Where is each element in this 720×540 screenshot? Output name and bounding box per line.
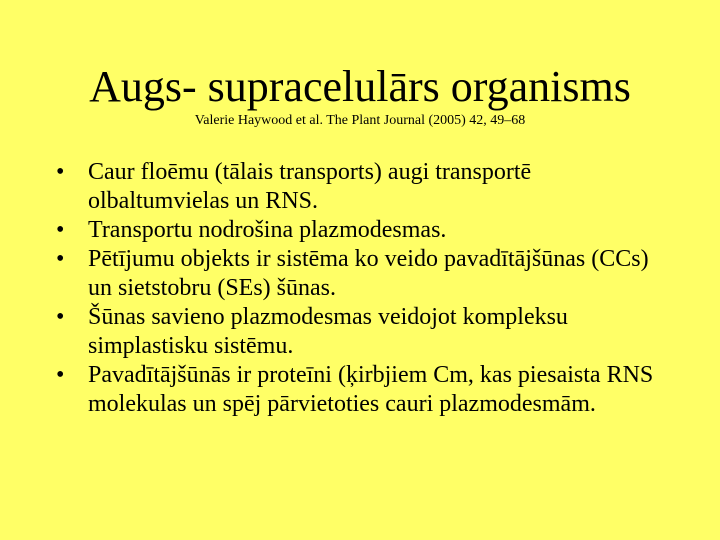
bullet-marker: • [56, 304, 65, 330]
bullet-text: Transportu nodrošina plazmodesmas. [88, 217, 447, 243]
citation-text: Valerie Haywood et al. The Plant Journal (2005) 42, 49–68 [194, 113, 526, 128]
bullet-item [56, 216, 676, 245]
bullet-marker: • [56, 217, 65, 243]
bullet-item [56, 245, 676, 303]
bullet-list [56, 158, 676, 419]
bullet-text: Šūnas savieno plazmodesmas veidojot kompleksu simplastisku sistēmu. [88, 304, 568, 359]
bullet-marker: • [56, 159, 65, 185]
bullet-text: Pētījumu objekts ir sistēma ko veido pavadītājšūnas (CCs) un sietstobru (SEs) šūnas. [88, 246, 649, 301]
bullet-item [56, 303, 676, 361]
bullet-text: Pavadītājšūnās ir proteīni (ķirbjiem Cm, kas piesaista RNS molekulas un spēj pārvietoties cauri plazmodesmām. [88, 362, 654, 417]
bullet-text: Caur floēmu (tālais transports) augi transportē olbaltumvielas un RNS. [88, 159, 532, 214]
bullet-item [56, 158, 676, 216]
bullet-marker: • [56, 246, 65, 272]
bullet-item [56, 361, 676, 419]
slide-title: Augs- supracelulārs organisms [89, 62, 631, 111]
bullet-marker: • [56, 362, 65, 388]
